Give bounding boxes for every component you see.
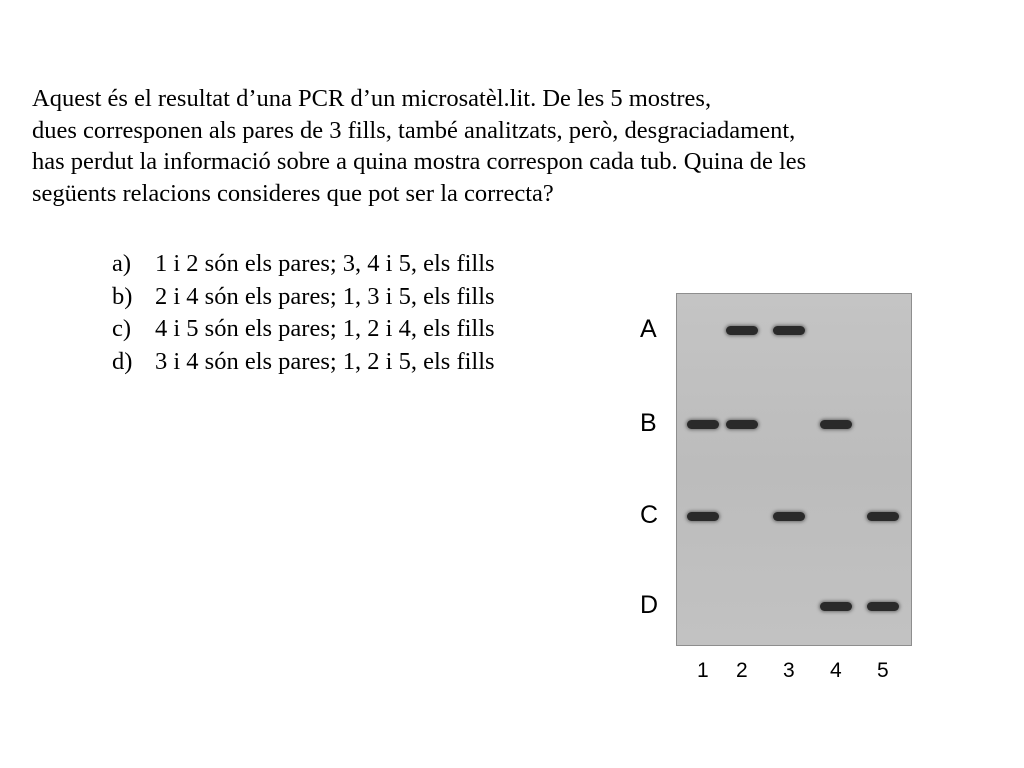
option-c[interactable]: [112, 313, 495, 346]
band-lane-1-row-c: [687, 512, 719, 521]
option-text: 2 i 4 són els pares; 1, 3 i 5, els fills: [155, 282, 495, 310]
option-letter: d): [112, 347, 133, 375]
option-a[interactable]: [112, 248, 495, 281]
band-lane-3-row-c: [773, 512, 805, 521]
band-lane-2-row-a: [726, 326, 758, 335]
question-line-1: Aquest és el resultat d’una PCR d’un microsatèl.lit. De les 5 mostres,: [32, 85, 712, 112]
row-label-a: A: [640, 315, 657, 343]
lane-label-4: 4: [830, 659, 842, 682]
option-text: 4 i 5 són els pares; 1, 2 i 4, els fills: [155, 315, 495, 342]
question-line-4: següents relacions consideres que pot ser la correcta?: [32, 179, 554, 207]
band-lane-4-row-b: [820, 420, 852, 429]
option-letter: b): [112, 282, 133, 310]
option-text: 1 i 2 són els pares; 3, 4 i 5, els fills: [155, 250, 495, 277]
gel-panel: [676, 293, 912, 646]
question-text: [32, 83, 992, 209]
option-text: 3 i 4 són els pares; 1, 2 i 5, els fills: [155, 347, 495, 375]
band-lane-3-row-a: [773, 326, 805, 335]
band-lane-2-row-b: [726, 420, 758, 429]
option-letter: a): [112, 250, 132, 277]
lane-label-3: 3: [783, 659, 795, 682]
band-lane-5-row-c: [867, 512, 899, 521]
lane-label-5: 5: [877, 659, 889, 682]
row-label-d: D: [640, 591, 659, 619]
row-label-c: C: [640, 501, 659, 529]
lane-label-2: 2: [736, 659, 748, 682]
lane-label-1: 1: [697, 659, 709, 682]
band-lane-4-row-d: [820, 602, 852, 611]
band-lane-5-row-d: [867, 602, 899, 611]
option-letter: c): [112, 315, 132, 342]
question-line-2: dues corresponen als pares de 3 fills, també analitzats, però, desgraciadament,: [32, 116, 796, 144]
option-b[interactable]: [112, 281, 495, 314]
answer-options: [112, 248, 495, 378]
option-d[interactable]: [112, 346, 495, 379]
row-label-b: B: [640, 409, 657, 437]
band-lane-1-row-b: [687, 420, 719, 429]
question-line-3: has perdut la informació sobre a quina mostra correspon cada tub. Quina de les: [32, 148, 807, 175]
